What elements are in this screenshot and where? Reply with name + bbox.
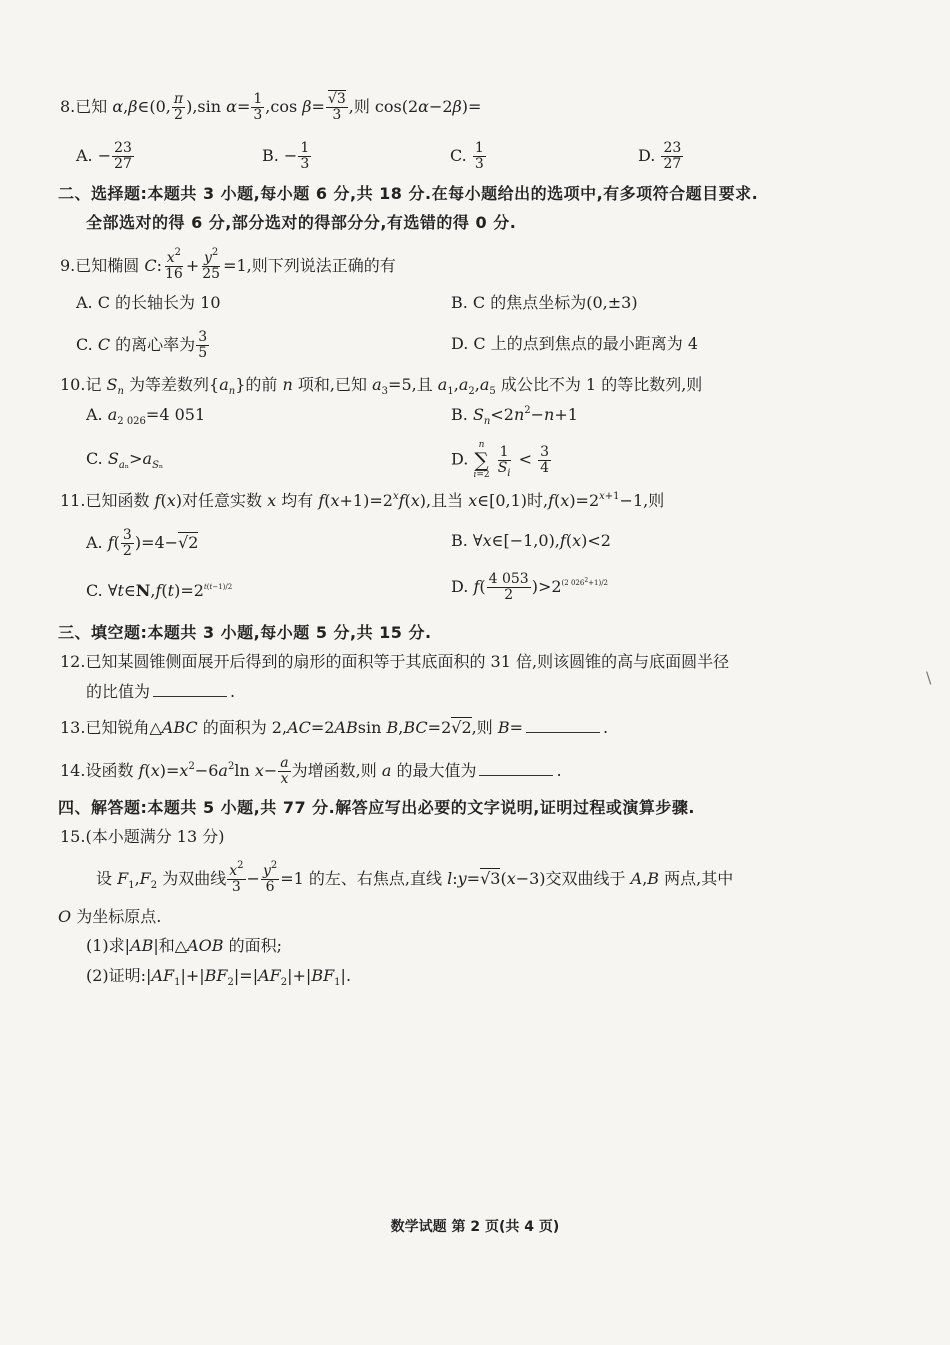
q8-option-d: D. $\frac{23}{27}$ — [638, 140, 682, 172]
q15-stem: 15.(本小题满分 13 分) — [60, 827, 225, 846]
margin-mark: \ — [926, 668, 932, 687]
q8-stem: 8.已知 α,β∈(0, $\frac{\pi}{2}$ ),sin α= $\frac{1}{3}$ ,cos β= $\frac{√3}{3}$ ,则 cos(2α−2β)= — [60, 91, 482, 123]
q13-answer-blank[interactable] — [526, 718, 600, 733]
q14-answer-blank[interactable] — [479, 761, 553, 776]
q9-option-d: D. C 上的点到焦点的最小距离为 4 — [451, 334, 699, 353]
q14-stem: 14.设函数 $f(x)=x^2-6a^2\ln$ x− $\frac{a}{x}$ 为增函数,则 a 的最大值为 . — [60, 755, 562, 787]
section3-title: 三、填空题:本题共 3 小题,每小题 5 分,共 15 分. — [58, 623, 432, 642]
q9-option-a: A. C 的长轴长为 10 — [76, 293, 221, 312]
q8-option-c: C. $\frac{1}{3}$ — [450, 140, 484, 172]
q15-part1: (1)求|AB|和△AOB 的面积; — [86, 936, 282, 955]
q8-option-b: B. − $\frac{1}{3}$ — [262, 140, 310, 172]
page-footer: 数学试题 第 2 页(共 4 页) — [390, 1219, 560, 1235]
q10-option-d: D. n ∑ i=2 $\frac{1}{S_i}$ < $\frac{3}{4}$ — [451, 440, 549, 480]
q11-option-c: C. $\forall t\in N,f(t)=2^{t(t-1)/2}$ — [86, 581, 233, 600]
q10-option-c: C. $S_{a_n}>a_{S_n}$ — [86, 449, 164, 471]
q11-option-d: D. f( $\frac{4 053}{2}$ )$>2^{(2 026^2+1)/2}$ — [451, 571, 609, 603]
q12-stem-cont: 的比值为 . — [86, 682, 236, 701]
q10-stem: 10.记 $S_n$ 为等差数列$\{a_n\}$的前 n 项和,已知 $a_3=5$,且 $a_1,a_2,a_5$ 成公比不为 1 的等比数列,则 — [60, 375, 703, 397]
q15-body-cont: O 为坐标原点. — [58, 907, 162, 926]
q12-stem: 12.已知某圆锥侧面展开后得到的扇形的面积等于其底面积的 31 倍,则该圆锥的高与底面圆半径 — [60, 652, 730, 671]
q11-option-b: B. ∀x∈[−1,0),f(x)<2 — [451, 531, 611, 550]
q9-stem: 9.已知椭圆 C: $\frac{x^2}{16}$ + $\frac{y^2}{25}$ =1,则下列说法正确的有 — [60, 247, 396, 282]
q13-stem: 13.已知锐角△ABC 的面积为 2,AC=2ABsin B,BC=2√2,则 B= . — [60, 718, 609, 737]
q8-option-a: A. − $\frac{23}{27}$ — [76, 140, 132, 172]
section2-title: 二、选择题:本题共 3 小题,每小题 6 分,共 18 分.在每小题给出的选项中,有多项符合题目要求. — [58, 184, 759, 203]
q15-body: 设 $F_1,F_2$ 为双曲线 $\frac{x^2}{3}$ − $\frac{y^2}{6}$ =1 的左、右焦点,直线 l:y=√3(x−3)交双曲线于 A,B 两点,其中 — [96, 860, 734, 895]
q9-option-c: C. C 的离心率为 $\frac{3}{5}$ — [76, 329, 208, 361]
q11-stem: 11.已知函数 f(x)对任意实数 x 均有 $f(x+1)=2^xf(x)$,且当 x∈[0,1)时$,f(x)=2^{x+1}-1$,则 — [60, 491, 665, 510]
q10-option-a: A. $a_{2 026}=4$ 051 — [86, 405, 206, 427]
section4-title: 四、解答题:本题共 5 小题,共 77 分.解答应写出必要的文字说明,证明过程或演算步骤. — [58, 798, 695, 817]
section2-title-cont: 全部选对的得 6 分,部分选对的得部分分,有选错的得 0 分. — [86, 213, 517, 232]
q11-option-a: A. f( $\frac{3}{2}$ )=4−√2 — [86, 527, 199, 559]
q10-option-b: B. $S_n<2n^2-n+1$ — [451, 405, 578, 427]
q9-option-b: B. C 的焦点坐标为(0,±3) — [451, 293, 638, 312]
q12-answer-blank[interactable] — [153, 682, 227, 697]
q15-part2: (2)证明$:|AF_1|+|BF_2|=|AF_2|+|BF_1|$. — [86, 966, 352, 988]
